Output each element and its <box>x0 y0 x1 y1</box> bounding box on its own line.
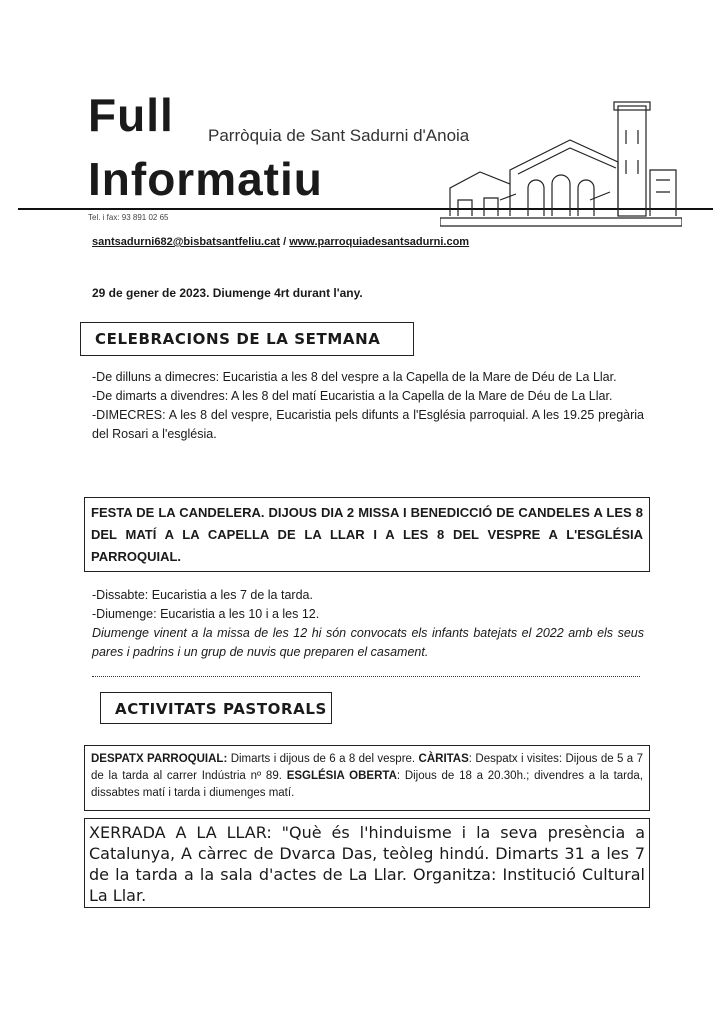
candelera-text: FESTA DE LA CANDELERA. DIJOUS DIA 2 MISSA I BENEDICCIÓ DE CANDELES A LES 8 DEL MATÍ A LA CAPELLA DE LA LLAR I A LES 8 DEL VESPRE A L'ESGLÉSIA PARROQUIAL. <box>91 505 643 564</box>
office-hours-text <box>85 746 649 802</box>
phone-fax: Tel. i fax: 93 891 02 65 <box>88 213 169 222</box>
celebration-item: -DIMECRES: A les 8 del vespre, Eucaristia pels difunts a l'Església parroquial. A les 19.25 pregària del Rosari a l'església. <box>92 408 644 441</box>
email-link[interactable]: santsadurni682@bisbatsantfeliu.cat <box>92 236 281 248</box>
title-informatiu: Informatiu <box>88 153 323 205</box>
office-hours: Dimarts i dijous de 6 a 8 del vespre. <box>227 753 419 765</box>
activities-title: ACTIVITATS PASTORALS <box>115 700 327 718</box>
contact-line <box>92 236 469 248</box>
celebrations-list <box>92 368 644 444</box>
contact-separator: / <box>280 236 290 248</box>
open-church-label: ESGLÉSIA OBERTA <box>286 770 397 782</box>
celebration-item: -De dilluns a dimecres: Eucaristia a les 8 del vespre a la Capella de la Mare de Déu de La Llar. <box>92 370 617 384</box>
office-label: DESPATX PARROQUIAL: <box>91 753 228 765</box>
dotted-divider <box>92 676 640 677</box>
celebrations-header-box <box>80 322 414 356</box>
celebration-item: -De dimarts a divendres: A les 8 del matí Eucaristia a la Capella de la Mare de Déu de La Llar. <box>92 389 613 403</box>
celebrations-title: CELEBRACIONS DE LA SETMANA <box>95 330 381 348</box>
date-line: 29 de gener de 2023. Diumenge 4rt durant l'any. <box>92 286 363 300</box>
office-hours-box <box>84 745 650 811</box>
sunday-mass: -Diumenge: Eucaristia a les 10 i a les 12. <box>92 607 320 621</box>
weekend-schedule <box>92 586 644 662</box>
parish-name: Parròquia de Sant Sadurni d'Anoia <box>208 126 470 145</box>
caritas-hours: : Despatx i visites: Dijous de 5 a 7 de la tarda al carrer Indústria nº 89. <box>91 753 643 782</box>
talk-text: XERRADA A LA LLAR: "Què és l'hinduisme i la seva presència a Catalunya, A càrrec de Dvarca Das, teòleg hindú. Dimarts 31 a les 7 de la tarda a la sala d'actes de La Llar. Organitza: Institució Cultural La Llar. <box>89 823 645 905</box>
activities-header-box <box>100 692 332 724</box>
title-full: Full <box>88 89 174 141</box>
sunday-note: Diumenge vinent a la missa de les 12 hi són convocats els infants batejats el 2022 amb els seus pares i padrins i un grup de nuvis que preparen el casament. <box>92 626 644 659</box>
saturday-mass: -Dissabte: Eucaristia a les 7 de la tarda. <box>92 588 313 602</box>
open-church-hours: : Dijous de 18 a 20.30h.; divendres a la tarda, dissabtes matí i tarda i diumenges matí. <box>91 770 643 799</box>
candelera-box <box>84 497 650 572</box>
church-illustration-icon <box>440 100 682 228</box>
caritas-label: CÀRITAS <box>418 753 469 765</box>
talk-box <box>84 818 650 908</box>
website-link[interactable]: www.parroquiadesantsadurni.com <box>289 236 470 248</box>
